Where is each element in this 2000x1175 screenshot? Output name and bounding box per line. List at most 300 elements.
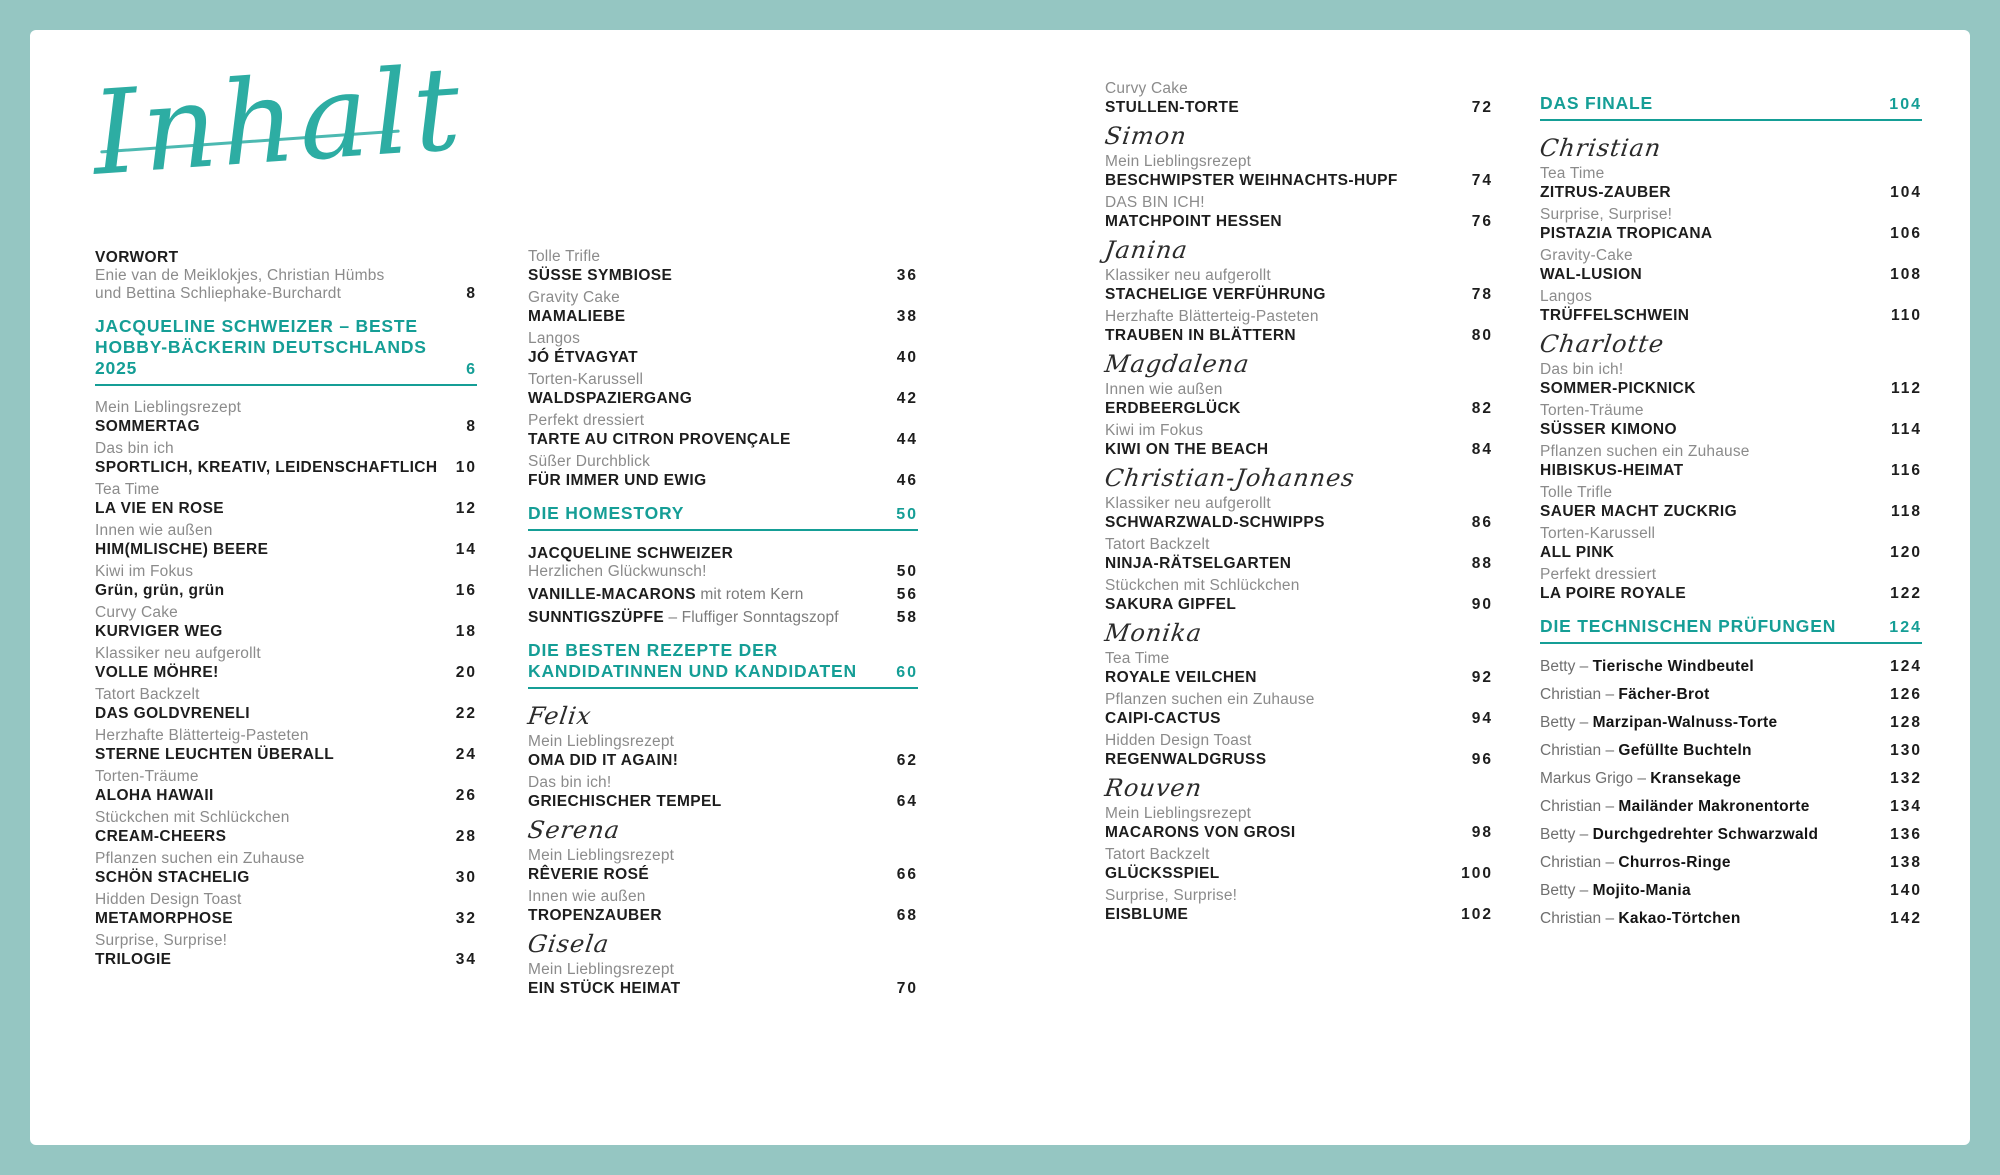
entry-page-number: 28: [455, 828, 477, 845]
entry-title: EISBLUME: [1105, 906, 1189, 923]
entry-page-number: 96: [1471, 751, 1493, 768]
technical-entry: [1540, 769, 1922, 789]
toc-entry: [1105, 577, 1493, 614]
entry-title: SCHÖN STACHELIG: [95, 869, 250, 886]
entry-page-number: 12: [455, 500, 477, 517]
toc-entry: [528, 371, 918, 408]
entry-page-number: 92: [1471, 669, 1493, 686]
entry-category: Innen wie außen: [95, 522, 213, 539]
entry-page-number: 84: [1471, 441, 1493, 458]
entry-page-number: 26: [455, 787, 477, 804]
technical-entry: [1540, 713, 1922, 733]
entry-row: [1540, 420, 1922, 439]
baker-name: Simon: [1103, 122, 1189, 150]
dash-separator: –: [1601, 686, 1619, 703]
toc-entry: [95, 399, 477, 436]
entry-page-number: 112: [1890, 380, 1922, 397]
entry-category: Hidden Design Toast: [1105, 732, 1252, 749]
toc-entry: [1105, 381, 1493, 418]
dash-separator: –: [1575, 658, 1593, 675]
entry-row: [95, 417, 477, 436]
entry-row: [95, 540, 477, 559]
entry-title: STERNE LEUCHTEN ÜBERALL: [95, 746, 335, 763]
toc-entry: [1540, 165, 1922, 202]
section-title: DIE HOMESTORY: [528, 503, 685, 523]
toc-entry: [1105, 650, 1493, 687]
entry-row: [528, 563, 918, 581]
judge-name: Betty: [1540, 826, 1576, 843]
entry-row: [528, 585, 918, 604]
entry-row: [1105, 326, 1493, 345]
entry-row: [95, 909, 477, 928]
entry-page-number: 128: [1890, 714, 1922, 731]
entry-row: [1540, 265, 1922, 284]
entry-title: TRILOGIE: [95, 951, 172, 968]
entry-page-number: 140: [1890, 882, 1922, 899]
entry-title: WALDSPAZIERGANG: [528, 390, 693, 407]
entry-row: [1105, 513, 1493, 532]
entry-page-number: 110: [1890, 307, 1922, 324]
entry-page-number: 64: [896, 793, 918, 810]
entry-page-number: 118: [1890, 503, 1922, 520]
entry-row: [1105, 668, 1493, 687]
entry-category: Perfekt dressiert: [528, 412, 645, 429]
toc-entry: [1105, 846, 1493, 883]
toc-entry: [95, 440, 477, 477]
toc-entry: [95, 809, 477, 846]
technical-label: [1540, 881, 1691, 901]
entry-title: SÜSSER KIMONO: [1540, 421, 1677, 438]
technical-title: Gefüllte Buchteln: [1618, 742, 1752, 759]
entry-page-number: 8: [466, 418, 477, 435]
entry-row: [528, 389, 918, 408]
entry-page-number: 80: [1471, 327, 1493, 344]
technical-title: Churros-Ringe: [1618, 854, 1731, 871]
entry-page-number: 136: [1890, 826, 1922, 843]
toc-entry: [95, 768, 477, 805]
entry-row: [1540, 183, 1922, 202]
entry-category: Torten-Karussell: [1540, 525, 1656, 542]
dash-separator: –: [1601, 742, 1619, 759]
entry-title: GRIECHISCHER TEMPEL: [528, 793, 722, 810]
baker-name: Janina: [1103, 236, 1190, 264]
entry-title: SAKURA GIPFEL: [1105, 596, 1237, 613]
entry-title: KIWI ON THE BEACH: [1105, 441, 1269, 458]
toc-entry: [528, 289, 918, 326]
toc-entry: [528, 585, 918, 604]
entry-title: OMA DID IT AGAIN!: [528, 752, 679, 769]
toc-section-heading: [95, 316, 477, 386]
entry-row: [95, 786, 477, 805]
entry-category: Tatort Backzelt: [1105, 536, 1210, 553]
toc-entry: [95, 686, 477, 723]
technical-label: [1540, 685, 1710, 705]
entry-category: Torten-Karussell: [528, 371, 644, 388]
entry-row: [1540, 584, 1922, 603]
toc-section-heading: [1540, 616, 1922, 644]
entry-category: Das bin ich!: [1540, 361, 1624, 378]
technical-entry: [1540, 657, 1922, 677]
entry-category: Pflanzen suchen ein Zuhause: [1540, 443, 1750, 460]
entry-title: SOMMER-PICKNICK: [1540, 380, 1696, 397]
toc-entry: [528, 412, 918, 449]
technical-entry: [1540, 741, 1922, 761]
entry-title: [528, 608, 839, 627]
entry-page-number: 100: [1461, 865, 1493, 882]
entry-title: [528, 585, 803, 604]
entry-page-number: 38: [896, 308, 918, 325]
entry-page-number: 56: [896, 586, 918, 603]
section-page-number: 50: [896, 506, 918, 523]
technical-label: [1540, 769, 1741, 789]
entry-row: [528, 792, 918, 811]
entry-title-bold: VANILLE-MACARONS: [528, 586, 696, 603]
toc-entry: [1540, 525, 1922, 562]
toc-entry: [528, 248, 918, 285]
entry-page-number: 134: [1890, 798, 1922, 815]
entry-category: Mein Lieblingsrezept: [528, 847, 675, 864]
entry-row: [95, 827, 477, 846]
entry-row: [528, 348, 918, 367]
entry-row: [1105, 285, 1493, 304]
entry-category: Surprise, Surprise!: [95, 932, 228, 949]
entry-title: CAIPI-CACTUS: [1105, 710, 1221, 727]
entry-category: Herzhafte Blätterteig-Pasteten: [1105, 308, 1319, 325]
entry-page-number: 90: [1471, 596, 1493, 613]
entry-row: [528, 751, 918, 770]
entry-category: Herzhafte Blätterteig-Pasteten: [95, 727, 309, 744]
entry-row: [1105, 709, 1493, 728]
toc-entry: [1105, 422, 1493, 459]
entry-row: [1105, 595, 1493, 614]
entry-page-number: 36: [896, 267, 918, 284]
entry-category: Klassiker neu aufgerollt: [1105, 267, 1271, 284]
entry-category: DAS BIN ICH!: [1105, 194, 1205, 211]
entry-row: [528, 906, 918, 925]
entry-category: Tatort Backzelt: [1105, 846, 1210, 863]
entry-title: RÊVERIE ROSÉ: [528, 866, 650, 883]
technical-title: Mojito-Mania: [1592, 882, 1691, 899]
technical-entry: [1540, 881, 1922, 901]
entry-page-number: 108: [1890, 266, 1922, 283]
entry-category: Perfekt dressiert: [1540, 566, 1657, 583]
entry-page-number: 44: [896, 431, 918, 448]
toc-entry: [528, 330, 918, 367]
entry-page-number: 78: [1471, 286, 1493, 303]
toc-column-1: [95, 248, 477, 973]
entry-category: Das bin ich: [95, 440, 174, 457]
entry-page-number: 16: [455, 582, 477, 599]
entry-category: Mein Lieblingsrezept: [95, 399, 242, 416]
baker-name: Magdalena: [1103, 350, 1252, 378]
entry-title: SPORTLICH, KREATIV, LEIDENSCHAFTLICH: [95, 459, 438, 476]
toc-entry: [1105, 495, 1493, 532]
toc-page: [30, 30, 1970, 1145]
technical-label: [1540, 909, 1741, 929]
entry-title: ZITRUS-ZAUBER: [1540, 184, 1671, 201]
entry-category: Innen wie außen: [528, 888, 646, 905]
toc-entry: [1105, 308, 1493, 345]
entry-title: JÓ ÉTVAGYAT: [528, 349, 639, 366]
entry-page-number: 18: [455, 623, 477, 640]
entry-title: ERDBEERGLÜCK: [1105, 400, 1241, 417]
entry-category: Surprise, Surprise!: [1105, 887, 1238, 904]
entry-category: Gravity-Cake: [1540, 247, 1633, 264]
dash-separator: –: [1601, 854, 1619, 871]
section-title: DIE BESTEN REZEPTE DER KANDIDATINNEN UND KANDIDATEN: [528, 640, 857, 681]
toc-entry: [95, 850, 477, 887]
technical-label: [1540, 713, 1777, 733]
entry-page-number: 42: [896, 390, 918, 407]
baker-name: Rouven: [1103, 774, 1205, 802]
entry-page-number: 62: [896, 752, 918, 769]
entry-page-number: 34: [455, 951, 477, 968]
entry-title: SOMMERTAG: [95, 418, 200, 435]
entry-category: Mein Lieblingsrezept: [528, 733, 675, 750]
dash-separator: –: [1601, 910, 1619, 927]
toc-entry: [95, 604, 477, 641]
entry-row: [1105, 905, 1493, 924]
toc-entry: [95, 481, 477, 518]
entry-page-number: 32: [455, 910, 477, 927]
entry-category: Tolle Trifle: [528, 248, 601, 265]
toc-entry: [1540, 288, 1922, 325]
entry-page-number: 70: [896, 980, 918, 997]
page-title: Inhalt: [87, 41, 469, 202]
entry-page-number: 132: [1890, 770, 1922, 787]
entry-category: Das bin ich!: [528, 774, 612, 791]
toc-entry: [528, 961, 918, 998]
entry-category: Tolle Trifle: [1540, 484, 1613, 501]
entry-category: Mein Lieblingsrezept: [528, 961, 675, 978]
toc-section-heading: [528, 503, 918, 531]
section-page-number: 124: [1889, 619, 1922, 636]
entry-category: Mein Lieblingsrezept: [1105, 805, 1252, 822]
entry-row: [528, 979, 918, 998]
entry-page-number: 40: [896, 349, 918, 366]
entry-title: ALL PINK: [1540, 544, 1615, 561]
toc-entry: [1540, 402, 1922, 439]
technical-title: Durchgedrehter Schwarzwald: [1592, 826, 1819, 843]
toc-entry: [528, 544, 918, 581]
entry-page-number: 86: [1471, 514, 1493, 531]
section-page-number: 60: [896, 664, 918, 681]
entry-title: KURVIGER WEG: [95, 623, 223, 640]
toc-entry: [1105, 887, 1493, 924]
entry-subtitle: Herzlichen Glückwunsch!: [528, 563, 707, 580]
entry-title: DAS GOLDVRENELI: [95, 705, 250, 722]
entry-row: [1540, 379, 1922, 398]
toc-section-heading: [1540, 93, 1922, 121]
entry-row: [95, 704, 477, 723]
entry-page-number: 20: [455, 664, 477, 681]
entry-page-number: 124: [1890, 658, 1922, 675]
entry-category: Pflanzen suchen ein Zuhause: [1105, 691, 1315, 708]
baker-name: Felix: [526, 702, 594, 730]
technical-title: Fächer-Brot: [1618, 686, 1710, 703]
entry-page-number: 88: [1471, 555, 1493, 572]
entry-title: Grün, grün, grün: [95, 582, 225, 599]
entry-page-number: 22: [455, 705, 477, 722]
baker-name: Christian-Johannes: [1103, 464, 1357, 492]
entry-page-number: 104: [1890, 184, 1922, 201]
toc-column-4: [1540, 80, 1922, 937]
toc-entry: [1105, 536, 1493, 573]
toc-entry: [528, 608, 918, 627]
entry-row: [528, 865, 918, 884]
toc-entry: [528, 453, 918, 490]
judge-name: Christian: [1540, 798, 1602, 815]
entry-title: NINJA-RÄTSELGARTEN: [1105, 555, 1292, 572]
entry-title-rest: mit rotem Kern: [696, 586, 804, 603]
entry-row: [528, 430, 918, 449]
technical-label: [1540, 741, 1752, 761]
entry-page-number: 58: [896, 609, 918, 626]
entry-category: Torten-Träume: [95, 768, 199, 785]
entry-category: Stückchen mit Schlückchen: [95, 809, 290, 826]
entry-category: Tea Time: [1105, 650, 1170, 667]
entry-category: Curvy Cake: [1105, 80, 1188, 97]
toc-entry: [1105, 194, 1493, 231]
entry-category: Kiwi im Fokus: [95, 563, 194, 580]
entry-row: [1105, 98, 1493, 117]
entry-category: Hidden Design Toast: [95, 891, 242, 908]
toc-entry: [95, 891, 477, 928]
technical-title: Kakao-Törtchen: [1618, 910, 1741, 927]
entry-title-bold: SUNNTIGSZÜPFE: [528, 609, 665, 626]
technical-label: [1540, 657, 1754, 677]
entry-page-number: 138: [1890, 854, 1922, 871]
entry-subtitle: und Bettina Schliephake-Burchardt: [95, 285, 342, 302]
entry-page-number: 24: [455, 746, 477, 763]
entry-title: PISTAZIA TROPICANA: [1540, 225, 1713, 242]
entry-row: [1105, 750, 1493, 769]
entry-category: Innen wie außen: [1105, 381, 1223, 398]
toc-entry: [1540, 443, 1922, 480]
entry-page-number: 98: [1471, 824, 1493, 841]
entry-page-number: 66: [896, 866, 918, 883]
entry-page-number: 130: [1890, 742, 1922, 759]
entry-row: [95, 950, 477, 969]
entry-category: Klassiker neu aufgerollt: [1105, 495, 1271, 512]
section-page-number: 104: [1889, 96, 1922, 113]
entry-category: Curvy Cake: [95, 604, 178, 621]
entry-title: SAUER MACHT ZUCKRIG: [1540, 503, 1738, 520]
entry-category: Gravity Cake: [528, 289, 620, 306]
entry-page-number: 142: [1890, 910, 1922, 927]
judge-name: Christian: [1540, 910, 1602, 927]
entry-row: [95, 663, 477, 682]
toc-entry: [1540, 247, 1922, 284]
entry-title: LA POIRE ROYALE: [1540, 585, 1687, 602]
entry-page-number: 8: [466, 285, 477, 302]
entry-title: VOLLE MÖHRE!: [95, 664, 219, 681]
entry-row: [95, 622, 477, 641]
entry-category: Torten-Träume: [1540, 402, 1644, 419]
entry-row: [1105, 212, 1493, 231]
technical-entry: [1540, 797, 1922, 817]
toc-entry: [95, 932, 477, 969]
entry-title: ALOHA HAWAII: [95, 787, 214, 804]
entry-title: TARTE AU CITRON PROVENÇALE: [528, 431, 791, 448]
entry-title: HIM(MLISCHE) BEERE: [95, 541, 269, 558]
entry-title: TRAUBEN IN BLÄTTERN: [1105, 327, 1297, 344]
dash-separator: –: [1601, 798, 1619, 815]
dash-separator: –: [1575, 882, 1593, 899]
judge-name: Christian: [1540, 854, 1602, 871]
entry-category: Stückchen mit Schlückchen: [1105, 577, 1300, 594]
entry-page-number: 30: [455, 869, 477, 886]
entry-title: METAMORPHOSE: [95, 910, 233, 927]
toc-entry: [1540, 484, 1922, 521]
entry-title: MAMALIEBE: [528, 308, 626, 325]
entry-row: [95, 745, 477, 764]
entry-title: EIN STÜCK HEIMAT: [528, 980, 681, 997]
entry-page-number: 116: [1890, 462, 1922, 479]
toc-entry: [1105, 153, 1493, 190]
entry-category: Tea Time: [95, 481, 160, 498]
technical-title: Mailänder Makronentorte: [1618, 798, 1810, 815]
judge-name: Markus Grigo: [1540, 770, 1634, 787]
toc-section-heading: [528, 640, 918, 689]
technical-label: [1540, 797, 1810, 817]
technical-entry: [1540, 853, 1922, 873]
entry-row: [528, 307, 918, 326]
technical-label: [1540, 825, 1818, 845]
entry-page-number: 122: [1890, 585, 1922, 602]
entry-category: Tatort Backzelt: [95, 686, 200, 703]
entry-row: [1540, 306, 1922, 325]
entry-title: CREAM-CHEERS: [95, 828, 227, 845]
entry-category: Süßer Durchblick: [528, 453, 651, 470]
entry-category: Tea Time: [1540, 165, 1605, 182]
entry-row: [1540, 461, 1922, 480]
entry-page-number: 106: [1890, 225, 1922, 242]
entry-row: [1105, 864, 1493, 883]
toc-entry: [528, 847, 918, 884]
entry-row: [95, 285, 477, 303]
entry-page-number: 46: [896, 472, 918, 489]
technical-label: [1540, 853, 1731, 873]
judge-name: Betty: [1540, 658, 1576, 675]
baker-name: Christian: [1538, 134, 1664, 162]
entry-title: MATCHPOINT HESSEN: [1105, 213, 1283, 230]
entry-page-number: 94: [1471, 710, 1493, 727]
judge-name: Christian: [1540, 686, 1602, 703]
entry-title: BESCHWIPSTER WEIHNACHTS-HUPF: [1105, 172, 1398, 189]
entry-title: VORWORT: [95, 249, 179, 266]
toc-entry: [528, 774, 918, 811]
entry-page-number: 10: [455, 459, 477, 476]
entry-title: SÜSSE SYMBIOSE: [528, 267, 673, 284]
entry-row: [528, 471, 918, 490]
entry-page-number: 68: [896, 907, 918, 924]
entry-subtitle: Enie van de Meiklokjes, Christian Hümbs: [95, 267, 385, 284]
entry-row: [1540, 224, 1922, 243]
entry-title: GLÜCKSSPIEL: [1105, 865, 1220, 882]
entry-title: HIBISKUS-HEIMAT: [1540, 462, 1684, 479]
entry-category: Mein Lieblingsrezept: [1105, 153, 1252, 170]
entry-title: STACHELIGE VERFÜHRUNG: [1105, 286, 1326, 303]
technical-entry: [1540, 685, 1922, 705]
entry-row: [95, 581, 477, 600]
technical-title: Marzipan-Walnuss-Torte: [1592, 714, 1778, 731]
entry-page-number: 50: [896, 563, 918, 580]
entry-title: STULLEN-TORTE: [1105, 99, 1240, 116]
toc-entry: [1105, 732, 1493, 769]
entry-row: [528, 608, 918, 627]
entry-page-number: 114: [1890, 421, 1922, 438]
